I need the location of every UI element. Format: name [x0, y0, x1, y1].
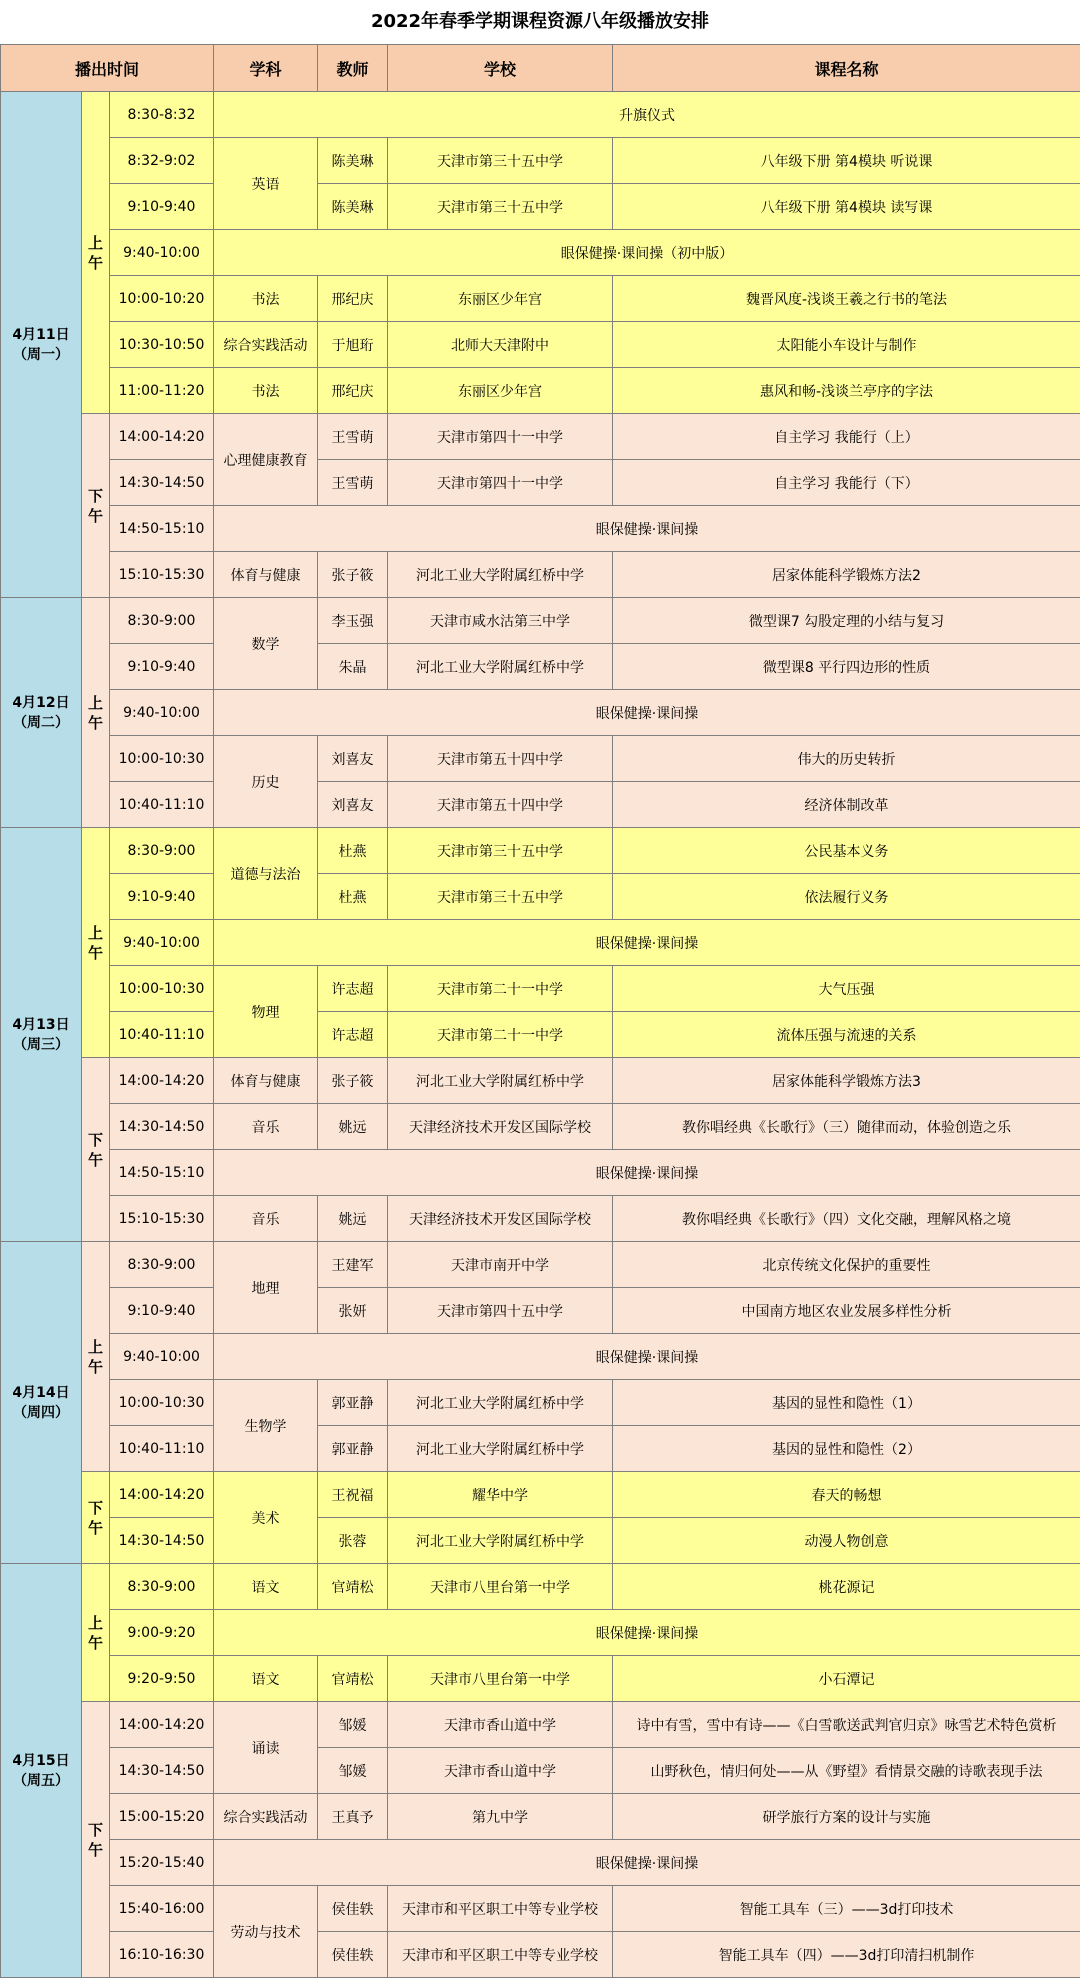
- period-label: 上午: [82, 1242, 110, 1472]
- school-cell: 天津市第四十一中学: [388, 414, 613, 460]
- teacher-cell: 王祝福: [318, 1472, 388, 1518]
- table-row: [1, 1334, 1080, 1380]
- course-cell: 中国南方地区农业发展多样性分析: [613, 1288, 1080, 1334]
- header-row: [1, 45, 1080, 92]
- subject-cell: 体育与健康: [214, 552, 318, 598]
- table-row: [1, 1748, 1080, 1794]
- table-row: [1, 1472, 1080, 1518]
- table-row: [1, 322, 1080, 368]
- course-cell: 小石潭记: [613, 1656, 1080, 1702]
- time-cell: 9:10-9:40: [110, 644, 214, 690]
- subject-cell: 体育与健康: [214, 1058, 318, 1104]
- table-row: [1, 690, 1080, 736]
- course-cell: 公民基本义务: [613, 828, 1080, 874]
- time-cell: 11:00-11:20: [110, 368, 214, 414]
- school-cell: 天津市南开中学: [388, 1242, 613, 1288]
- table-row: [1, 1610, 1080, 1656]
- table-row: [1, 1380, 1080, 1426]
- table-row: [1, 1058, 1080, 1104]
- teacher-cell: 许志超: [318, 966, 388, 1012]
- time-cell: 14:30-14:50: [110, 460, 214, 506]
- course-cell: 基因的显性和隐性（2）: [613, 1426, 1080, 1472]
- teacher-cell: 王雪萌: [318, 414, 388, 460]
- span-cell: 眼保健操·课间操: [214, 1840, 1080, 1886]
- time-cell: 10:00-10:30: [110, 1380, 214, 1426]
- school-cell: 天津市第四十一中学: [388, 460, 613, 506]
- course-cell: 流体压强与流速的关系: [613, 1012, 1080, 1058]
- school-cell: 北师大天津附中: [388, 322, 613, 368]
- course-cell: 居家体能科学锻炼方法2: [613, 552, 1080, 598]
- school-cell: 天津市第五十四中学: [388, 736, 613, 782]
- time-cell: 9:20-9:50: [110, 1656, 214, 1702]
- subject-cell: 综合实践活动: [214, 1794, 318, 1840]
- school-cell: 第九中学: [388, 1794, 613, 1840]
- school-cell: 河北工业大学附属红桥中学: [388, 644, 613, 690]
- school-cell: 天津市香山道中学: [388, 1702, 613, 1748]
- table-row: [1, 1702, 1080, 1748]
- table-row: [1, 736, 1080, 782]
- span-cell: 眼保健操·课间操: [214, 1150, 1080, 1196]
- school-cell: 河北工业大学附属红桥中学: [388, 1426, 613, 1472]
- teacher-cell: 侯佳轶: [318, 1932, 388, 1978]
- period-label: 上午: [82, 92, 110, 414]
- time-cell: 9:40-10:00: [110, 1334, 214, 1380]
- time-cell: 15:00-15:20: [110, 1794, 214, 1840]
- course-cell: 伟大的历史转折: [613, 736, 1080, 782]
- time-cell: 9:40-10:00: [110, 690, 214, 736]
- day-label: 4月14日（周四）: [1, 1242, 82, 1564]
- table-row: [1, 460, 1080, 506]
- school-cell: 天津经济技术开发区国际学校: [388, 1196, 613, 1242]
- table-row: [1, 1656, 1080, 1702]
- time-cell: 9:40-10:00: [110, 920, 214, 966]
- table-row: [1, 1196, 1080, 1242]
- teacher-cell: 王真予: [318, 1794, 388, 1840]
- course-cell: 魏晋风度-浅谈王羲之行书的笔法: [613, 276, 1080, 322]
- course-cell: 智能工具车（四）——3d打印清扫机制作: [613, 1932, 1080, 1978]
- subject-cell: 数学: [214, 598, 318, 690]
- table-row: [1, 506, 1080, 552]
- subject-cell: 物理: [214, 966, 318, 1058]
- table-row: [1, 184, 1080, 230]
- table-row: [1, 1426, 1080, 1472]
- table-row: [1, 1242, 1080, 1288]
- subject-cell: 英语: [214, 138, 318, 230]
- course-cell: 太阳能小车设计与制作: [613, 322, 1080, 368]
- span-cell: 眼保健操·课间操: [214, 1610, 1080, 1656]
- period-label: 上午: [82, 828, 110, 1058]
- time-cell: 15:20-15:40: [110, 1840, 214, 1886]
- time-cell: 10:00-10:30: [110, 966, 214, 1012]
- teacher-cell: 刘喜友: [318, 736, 388, 782]
- course-cell: 诗中有雪，雪中有诗——《白雪歌送武判官归京》咏雪艺术特色赏析: [613, 1702, 1080, 1748]
- course-cell: 桃花源记: [613, 1564, 1080, 1610]
- teacher-cell: 官靖松: [318, 1564, 388, 1610]
- table-row: [1, 1932, 1080, 1978]
- table-row: [1, 1150, 1080, 1196]
- school-cell: 天津市和平区职工中等专业学校: [388, 1886, 613, 1932]
- period-label: 上午: [82, 1564, 110, 1702]
- time-cell: 8:30-9:00: [110, 828, 214, 874]
- table-row: [1, 414, 1080, 460]
- teacher-cell: 张蓉: [318, 1518, 388, 1564]
- table-row: [1, 598, 1080, 644]
- schedule-body: [1, 92, 1080, 1978]
- table-row: [1, 230, 1080, 276]
- course-cell: 动漫人物创意: [613, 1518, 1080, 1564]
- day-label: 4月11日（周一）: [1, 92, 82, 598]
- table-row: [1, 920, 1080, 966]
- course-cell: 依法履行义务: [613, 874, 1080, 920]
- course-cell: 北京传统文化保护的重要性: [613, 1242, 1080, 1288]
- time-cell: 10:00-10:30: [110, 736, 214, 782]
- page-title: 2022年春季学期课程资源八年级播放安排: [370, 11, 710, 32]
- course-cell: 基因的显性和隐性（1）: [613, 1380, 1080, 1426]
- course-cell: 春天的畅想: [613, 1472, 1080, 1518]
- school-cell: 天津经济技术开发区国际学校: [388, 1104, 613, 1150]
- table-row: [1, 1794, 1080, 1840]
- school-cell: 天津市第五十四中学: [388, 782, 613, 828]
- school-cell: 耀华中学: [388, 1472, 613, 1518]
- course-cell: 微型课8 平行四边形的性质: [613, 644, 1080, 690]
- school-cell: 天津市八里台第一中学: [388, 1564, 613, 1610]
- teacher-cell: 邢纪庆: [318, 276, 388, 322]
- table-row: [1, 828, 1080, 874]
- subject-cell: 美术: [214, 1472, 318, 1564]
- school-cell: 天津市第三十五中学: [388, 874, 613, 920]
- subject-cell: 综合实践活动: [214, 322, 318, 368]
- time-cell: 14:30-14:50: [110, 1518, 214, 1564]
- day-label: 4月13日（周三）: [1, 828, 82, 1242]
- span-cell: 眼保健操·课间操: [214, 1334, 1080, 1380]
- school-cell: 天津市第三十五中学: [388, 138, 613, 184]
- teacher-cell: 张子筱: [318, 552, 388, 598]
- day-label: 4月12日（周二）: [1, 598, 82, 828]
- teacher-cell: 王建军: [318, 1242, 388, 1288]
- time-cell: 14:00-14:20: [110, 1058, 214, 1104]
- course-cell: 经济体制改革: [613, 782, 1080, 828]
- time-cell: 8:30-9:00: [110, 1242, 214, 1288]
- time-cell: 15:10-15:30: [110, 552, 214, 598]
- time-cell: 9:40-10:00: [110, 230, 214, 276]
- period-label: 上午: [82, 598, 110, 828]
- table-row: [1, 1518, 1080, 1564]
- school-cell: 河北工业大学附属红桥中学: [388, 552, 613, 598]
- teacher-cell: 张子筱: [318, 1058, 388, 1104]
- day-label: 4月15日（周五）: [1, 1564, 82, 1978]
- time-cell: 10:30-10:50: [110, 322, 214, 368]
- period-label: 下午: [82, 1472, 110, 1564]
- school-cell: 天津市第三十五中学: [388, 828, 613, 874]
- school-cell: 天津市第二十一中学: [388, 966, 613, 1012]
- time-cell: 8:30-9:00: [110, 1564, 214, 1610]
- time-cell: 15:10-15:30: [110, 1196, 214, 1242]
- course-cell: 八年级下册 第4模块 听说课: [613, 138, 1080, 184]
- subject-cell: 历史: [214, 736, 318, 828]
- subject-cell: 音乐: [214, 1104, 318, 1150]
- time-cell: 10:40-11:10: [110, 1426, 214, 1472]
- course-cell: 大气压强: [613, 966, 1080, 1012]
- school-cell: 天津市第三十五中学: [388, 184, 613, 230]
- teacher-cell: 杜燕: [318, 828, 388, 874]
- time-cell: 15:40-16:00: [110, 1886, 214, 1932]
- table-row: [1, 92, 1080, 138]
- school-cell: 天津市八里台第一中学: [388, 1656, 613, 1702]
- teacher-cell: 王雪萌: [318, 460, 388, 506]
- course-cell: 八年级下册 第4模块 读写课: [613, 184, 1080, 230]
- time-cell: 14:30-14:50: [110, 1748, 214, 1794]
- table-row: [1, 138, 1080, 184]
- teacher-cell: 邹媛: [318, 1702, 388, 1748]
- time-cell: 8:30-8:32: [110, 92, 214, 138]
- course-cell: 惠风和畅-浅谈兰亭序的字法: [613, 368, 1080, 414]
- school-cell: 天津市咸水沽第三中学: [388, 598, 613, 644]
- teacher-cell: 陈美琳: [318, 138, 388, 184]
- time-cell: 9:10-9:40: [110, 874, 214, 920]
- school-cell: 天津市第四十五中学: [388, 1288, 613, 1334]
- subject-cell: 生物学: [214, 1380, 318, 1472]
- subject-cell: 心理健康教育: [214, 414, 318, 506]
- time-cell: 14:00-14:20: [110, 414, 214, 460]
- teacher-cell: 侯佳轶: [318, 1886, 388, 1932]
- schedule-table: [0, 44, 1080, 1978]
- teacher-cell: 郭亚静: [318, 1380, 388, 1426]
- course-cell: 教你唱经典《长歌行》（四）文化交融，理解风格之境: [613, 1196, 1080, 1242]
- course-cell: 自主学习 我能行（下）: [613, 460, 1080, 506]
- course-cell: 教你唱经典《长歌行》（三）随律而动，体验创造之乐: [613, 1104, 1080, 1150]
- table-row: [1, 782, 1080, 828]
- span-cell: 眼保健操·课间操: [214, 920, 1080, 966]
- header-teacher: 教师: [318, 45, 388, 92]
- teacher-cell: 刘喜友: [318, 782, 388, 828]
- teacher-cell: 姚远: [318, 1104, 388, 1150]
- course-cell: 自主学习 我能行（上）: [613, 414, 1080, 460]
- time-cell: 16:10-16:30: [110, 1932, 214, 1978]
- subject-cell: 诵读: [214, 1702, 318, 1794]
- time-cell: 10:40-11:10: [110, 782, 214, 828]
- teacher-cell: 陈美琳: [318, 184, 388, 230]
- subject-cell: 书法: [214, 276, 318, 322]
- subject-cell: 道德与法治: [214, 828, 318, 920]
- time-cell: 9:10-9:40: [110, 184, 214, 230]
- school-cell: 河北工业大学附属红桥中学: [388, 1058, 613, 1104]
- table-row: [1, 1288, 1080, 1334]
- subject-cell: 语文: [214, 1656, 318, 1702]
- header-subject: 学科: [214, 45, 318, 92]
- span-cell: 升旗仪式: [214, 92, 1080, 138]
- table-row: [1, 276, 1080, 322]
- header-school: 学校: [388, 45, 613, 92]
- table-row: [1, 1840, 1080, 1886]
- header-time: 播出时间: [1, 45, 214, 92]
- subject-cell: 语文: [214, 1564, 318, 1610]
- course-cell: 智能工具车（三）——3d打印技术: [613, 1886, 1080, 1932]
- teacher-cell: 李玉强: [318, 598, 388, 644]
- course-cell: 微型课7 勾股定理的小结与复习: [613, 598, 1080, 644]
- teacher-cell: 邹媛: [318, 1748, 388, 1794]
- period-label: 下午: [82, 1058, 110, 1242]
- time-cell: 10:00-10:20: [110, 276, 214, 322]
- time-cell: 10:40-11:10: [110, 1012, 214, 1058]
- span-cell: 眼保健操·课间操（初中版）: [214, 230, 1080, 276]
- subject-cell: 音乐: [214, 1196, 318, 1242]
- school-cell: 天津市和平区职工中等专业学校: [388, 1932, 613, 1978]
- school-cell: 东丽区少年宫: [388, 276, 613, 322]
- table-row: [1, 1012, 1080, 1058]
- table-row: [1, 552, 1080, 598]
- time-cell: 9:10-9:40: [110, 1288, 214, 1334]
- teacher-cell: 于旭珩: [318, 322, 388, 368]
- school-cell: 河北工业大学附属红桥中学: [388, 1380, 613, 1426]
- table-row: [1, 966, 1080, 1012]
- table-row: [1, 1886, 1080, 1932]
- period-label: 下午: [82, 1702, 110, 1978]
- school-cell: 天津市香山道中学: [388, 1748, 613, 1794]
- time-cell: 14:50-15:10: [110, 1150, 214, 1196]
- course-cell: 研学旅行方案的设计与实施: [613, 1794, 1080, 1840]
- subject-cell: 书法: [214, 368, 318, 414]
- table-row: [1, 644, 1080, 690]
- span-cell: 眼保健操·课间操: [214, 506, 1080, 552]
- teacher-cell: 杜燕: [318, 874, 388, 920]
- subject-cell: 地理: [214, 1242, 318, 1334]
- time-cell: 14:00-14:20: [110, 1702, 214, 1748]
- subject-cell: 劳动与技术: [214, 1886, 318, 1978]
- teacher-cell: 许志超: [318, 1012, 388, 1058]
- table-row: [1, 874, 1080, 920]
- teacher-cell: 张妍: [318, 1288, 388, 1334]
- course-cell: 居家体能科学锻炼方法3: [613, 1058, 1080, 1104]
- course-cell: 山野秋色，情归何处——从《野望》看情景交融的诗歌表现手法: [613, 1748, 1080, 1794]
- table-row: [1, 1564, 1080, 1610]
- time-cell: 14:30-14:50: [110, 1104, 214, 1150]
- span-cell: 眼保健操·课间操: [214, 690, 1080, 736]
- time-cell: 8:30-9:00: [110, 598, 214, 644]
- table-row: [1, 1104, 1080, 1150]
- teacher-cell: 姚远: [318, 1196, 388, 1242]
- school-cell: 天津市第二十一中学: [388, 1012, 613, 1058]
- time-cell: 14:50-15:10: [110, 506, 214, 552]
- school-cell: 河北工业大学附属红桥中学: [388, 1518, 613, 1564]
- teacher-cell: 郭亚静: [318, 1426, 388, 1472]
- school-cell: 东丽区少年宫: [388, 368, 613, 414]
- time-cell: 8:32-9:02: [110, 138, 214, 184]
- period-label: 下午: [82, 414, 110, 598]
- teacher-cell: 邢纪庆: [318, 368, 388, 414]
- teacher-cell: 官靖松: [318, 1656, 388, 1702]
- time-cell: 14:00-14:20: [110, 1472, 214, 1518]
- table-row: [1, 368, 1080, 414]
- teacher-cell: 朱晶: [318, 644, 388, 690]
- time-cell: 9:00-9:20: [110, 1610, 214, 1656]
- header-course: 课程名称: [613, 45, 1080, 92]
